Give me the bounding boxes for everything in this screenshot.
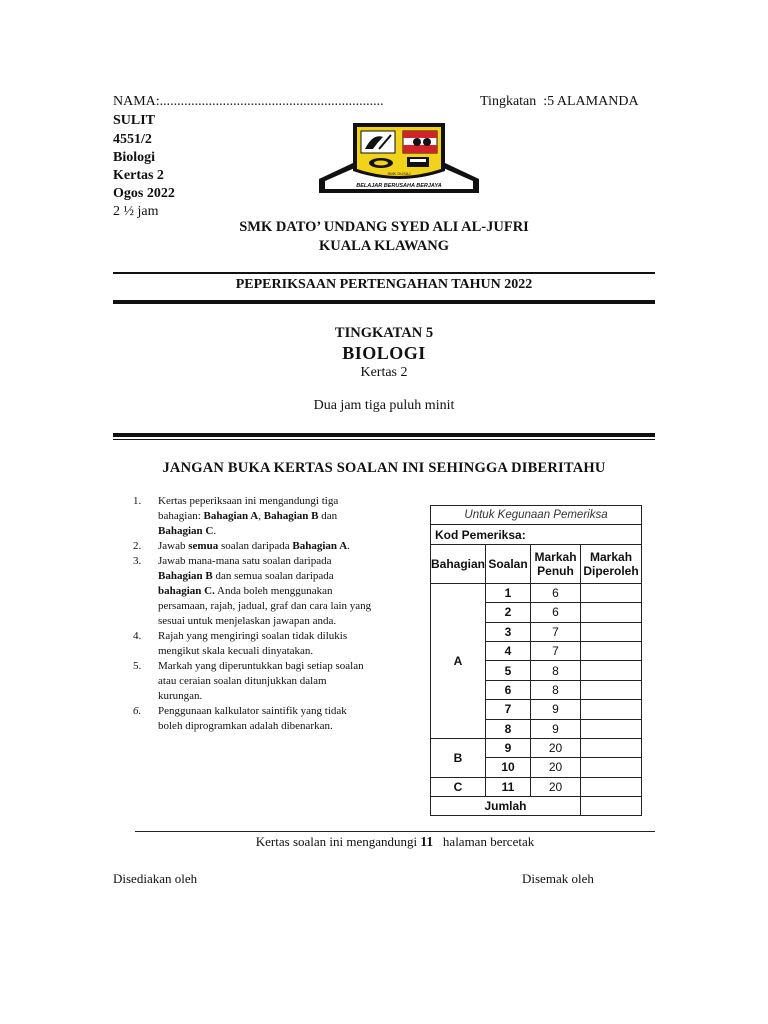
school-place: KUALA KLAWANG (318, 238, 450, 254)
markah-diperoleh-cell[interactable] (581, 758, 642, 777)
instruction-number: 2. (133, 540, 142, 552)
page-count-number: 11 (420, 834, 434, 849)
code-number: 4551/2 (113, 132, 152, 147)
instruction-fragment: bahagian C. (158, 585, 215, 597)
rule-bottom (113, 300, 655, 304)
instruction-text (158, 659, 373, 704)
table-row (431, 738, 642, 757)
instruction-number: 5. (133, 660, 142, 672)
soalan-cell: 6 (486, 680, 531, 699)
markah-penuh-cell: 20 (531, 738, 581, 757)
instruction-item (133, 494, 373, 539)
table-kod: Kod Pemeriksa: (431, 525, 642, 544)
instruction-fragment: Rajah yang mengiringi soalan tidak dilukis mengikut skala kecuali dinyatakan. (158, 630, 348, 657)
jumlah-label: Jumlah (431, 797, 581, 816)
tingkatan-label: Tingkatan (480, 94, 537, 109)
instruction-text (158, 704, 373, 734)
exam-title: PEPERIKSAAN PERTENGAHAN TAHUN 2022 (235, 277, 533, 292)
instruction-fragment: Jawab mana-mana satu soalan daripada (158, 555, 332, 567)
instruction-text (158, 629, 373, 659)
instruction-fragment: Kertas peperiksaan ini mengandungi tiga bahagian: (158, 495, 339, 522)
rule-top (113, 272, 655, 274)
instruction-item (133, 704, 373, 734)
soalan-cell: 5 (486, 661, 531, 680)
instruction-fragment: dan semua soalan daripada (212, 570, 334, 582)
markah-penuh-cell: 20 (531, 777, 581, 796)
code-subject: Biologi (113, 150, 156, 165)
soalan-cell: 7 (486, 700, 531, 719)
markah-diperoleh-cell[interactable] (581, 719, 642, 738)
soalan-cell: 11 (486, 777, 531, 796)
paper-title: Kertas 2 (360, 365, 408, 380)
header-markah-penuh: Markah Penuh (531, 544, 581, 583)
warning-text: JANGAN BUKA KERTAS SOALAN INI SEHINGGA DIBERITAHU (162, 460, 606, 476)
markah-penuh-cell: 7 (531, 622, 581, 641)
table-caption: Untuk Kegunaan Pemeriksa (431, 506, 642, 525)
double-rule-thick (113, 433, 655, 437)
soalan-cell: 2 (486, 603, 531, 622)
instruction-fragment: Markah yang diperuntukkan bagi setiap soalan atau ceraian soalan ditunjukkan dalam kurungan. (158, 660, 364, 702)
markah-penuh-cell: 6 (531, 603, 581, 622)
duration-text: Dua jam tiga puluh minit (313, 398, 455, 413)
soalan-cell: 8 (486, 719, 531, 738)
soalan-cell: 4 (486, 641, 531, 660)
instruction-number: 6. (133, 705, 142, 717)
markah-diperoleh-cell[interactable] (581, 700, 642, 719)
instruction-item (133, 554, 373, 629)
instruction-item (133, 629, 373, 659)
instruction-item (133, 539, 373, 554)
instruction-fragment: Bahagian B (158, 570, 213, 582)
markah-penuh-cell: 9 (531, 719, 581, 738)
markah-diperoleh-cell[interactable] (581, 661, 642, 680)
code-time: 2 ½ jam (113, 204, 159, 219)
nama-line (113, 94, 384, 110)
instruction-text (158, 539, 373, 554)
instruction-fragment: Bahagian A (203, 510, 259, 522)
instruction-fragment: Anda boleh menggunakan persamaan, rajah, jadual, graf dan cara lain yang sesuai untuk menjelaskan jawapan anda. (158, 585, 372, 627)
instruction-fragment: , (258, 510, 264, 522)
page-count-post: halaman bercetak (433, 834, 535, 849)
table-row (431, 583, 642, 602)
instruction-number: 3. (133, 555, 142, 567)
jumlah-value (581, 797, 642, 816)
soalan-cell: 9 (486, 738, 531, 757)
soalan-cell: 3 (486, 622, 531, 641)
svg-text:SMK DUSAJ: SMK DUSAJ (387, 171, 411, 176)
nama-label: NAMA: (113, 94, 160, 109)
tingkatan-line (480, 94, 639, 110)
instruction-text (158, 554, 373, 629)
school-logo (313, 117, 485, 203)
code-sulit: SULIT (113, 113, 156, 128)
markah-diperoleh-cell[interactable] (581, 641, 642, 660)
tingkatan-value: :5 ALAMANDA (543, 94, 639, 109)
instruction-item (133, 659, 373, 704)
markah-diperoleh-cell[interactable] (581, 622, 642, 641)
code-date: Ogos 2022 (113, 186, 175, 201)
examiner-table (430, 505, 642, 816)
instruction-fragment: dan (318, 510, 338, 522)
instruction-text (158, 494, 373, 539)
markah-diperoleh-cell[interactable] (581, 777, 642, 796)
instruction-fragment: Bahagian A (292, 540, 348, 552)
instruction-number: 4. (133, 630, 142, 642)
examiner-table-wrap (430, 505, 642, 816)
level-title: TINGKATAN 5 (334, 325, 434, 341)
instruction-number: 1. (133, 495, 142, 507)
instruction-fragment: soalan daripada (218, 540, 293, 552)
instruction-fragment: Bahagian B (263, 510, 319, 522)
soalan-cell: 10 (486, 758, 531, 777)
markah-diperoleh-cell[interactable] (581, 603, 642, 622)
prepared-by: Disediakan oleh (113, 871, 198, 886)
section-cell: B (431, 738, 486, 777)
markah-penuh-cell: 8 (531, 680, 581, 699)
markah-penuh-cell: 9 (531, 700, 581, 719)
markah-diperoleh-cell[interactable] (581, 680, 642, 699)
instruction-fragment: Bahagian C (158, 525, 214, 537)
instruction-fragment: . (213, 525, 217, 537)
footer-rule (135, 831, 655, 832)
markah-diperoleh-cell[interactable] (581, 583, 642, 602)
page-count-pre: Kertas soalan ini mengandungi (255, 834, 421, 849)
instruction-fragment: Penggunaan kalkulator saintifik yang tidak boleh diprogramkan adalah dibenarkan. (158, 705, 347, 732)
markah-diperoleh-cell[interactable] (581, 738, 642, 757)
school-name: SMK DATO’ UNDANG SYED ALI AL-JUFRI (239, 219, 529, 235)
instruction-fragment: Jawab (158, 540, 189, 552)
header-markah-diperoleh: Markah Diperoleh (581, 544, 642, 583)
instruction-fragment: semua (188, 540, 219, 552)
double-rule-thin (113, 439, 655, 440)
instruction-fragment: . (347, 540, 350, 552)
table-row (431, 777, 642, 796)
section-cell: C (431, 777, 486, 796)
page-count-line (135, 834, 655, 850)
markah-penuh-cell: 6 (531, 583, 581, 602)
code-paper: Kertas 2 (113, 168, 164, 183)
subject-title: BIOLOGI (342, 343, 426, 363)
soalan-cell: 1 (486, 583, 531, 602)
instructions-list (133, 494, 373, 734)
header-bahagian: Bahagian (431, 544, 486, 583)
logo-motto: BELAJAR BERUSAHA BERJAYA (356, 183, 442, 189)
markah-penuh-cell: 7 (531, 641, 581, 660)
nama-dots: ................................................................ (159, 94, 384, 109)
markah-penuh-cell: 20 (531, 758, 581, 777)
section-cell: A (431, 583, 486, 738)
checked-by: Disemak oleh (522, 871, 594, 886)
markah-penuh-cell: 8 (531, 661, 581, 680)
header-soalan: Soalan (486, 544, 531, 583)
